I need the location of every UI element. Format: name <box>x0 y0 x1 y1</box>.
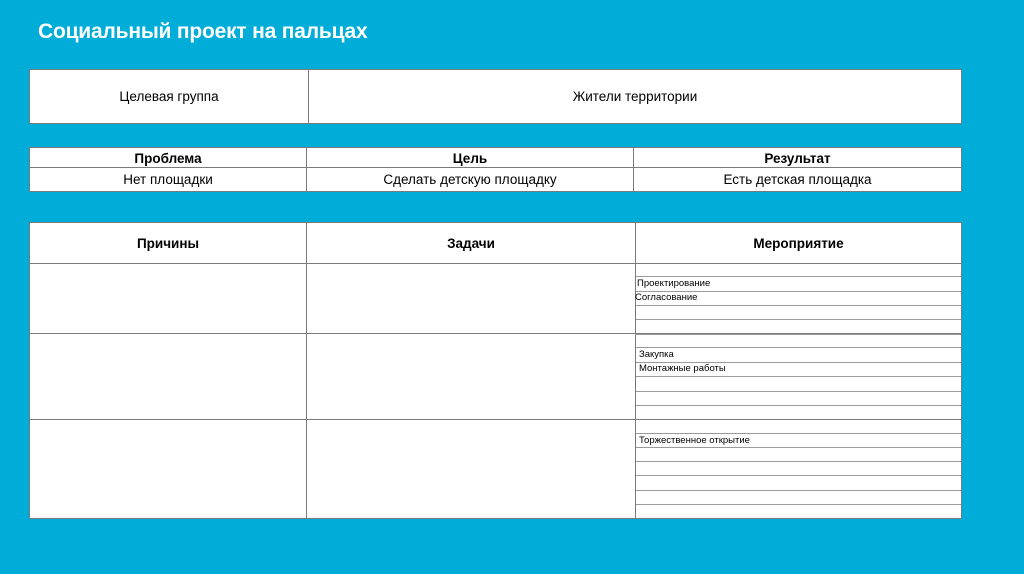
header-tasks: Задачи <box>447 235 495 251</box>
value-result: Есть детская площадка <box>723 172 872 187</box>
plan-table <box>29 222 962 519</box>
activity-purchase: Закупка <box>639 349 674 360</box>
slide-title: Социальный проект на пальцах <box>38 20 368 43</box>
header-result: Результат <box>764 150 831 166</box>
problem-goal-result-table <box>29 147 962 192</box>
activities-column <box>636 264 961 518</box>
target-group-value: Жители территории <box>572 89 698 104</box>
activity-installation: Монтажные работы <box>639 363 726 374</box>
activity-opening: Торжественное открытие <box>639 435 750 446</box>
value-problem: Нет площадки <box>123 172 213 187</box>
header-problem: Проблема <box>134 150 202 166</box>
target-group-table <box>29 69 962 124</box>
value-goal: Сделать детскую площадку <box>383 172 557 187</box>
header-causes: Причины <box>136 235 200 251</box>
activity-approval: Согласование <box>635 292 698 303</box>
activity-design: Проектирование <box>637 278 711 289</box>
header-goal: Цель <box>452 150 488 166</box>
target-group-label: Целевая группа <box>119 89 219 104</box>
header-activities: Мероприятие <box>753 235 844 251</box>
